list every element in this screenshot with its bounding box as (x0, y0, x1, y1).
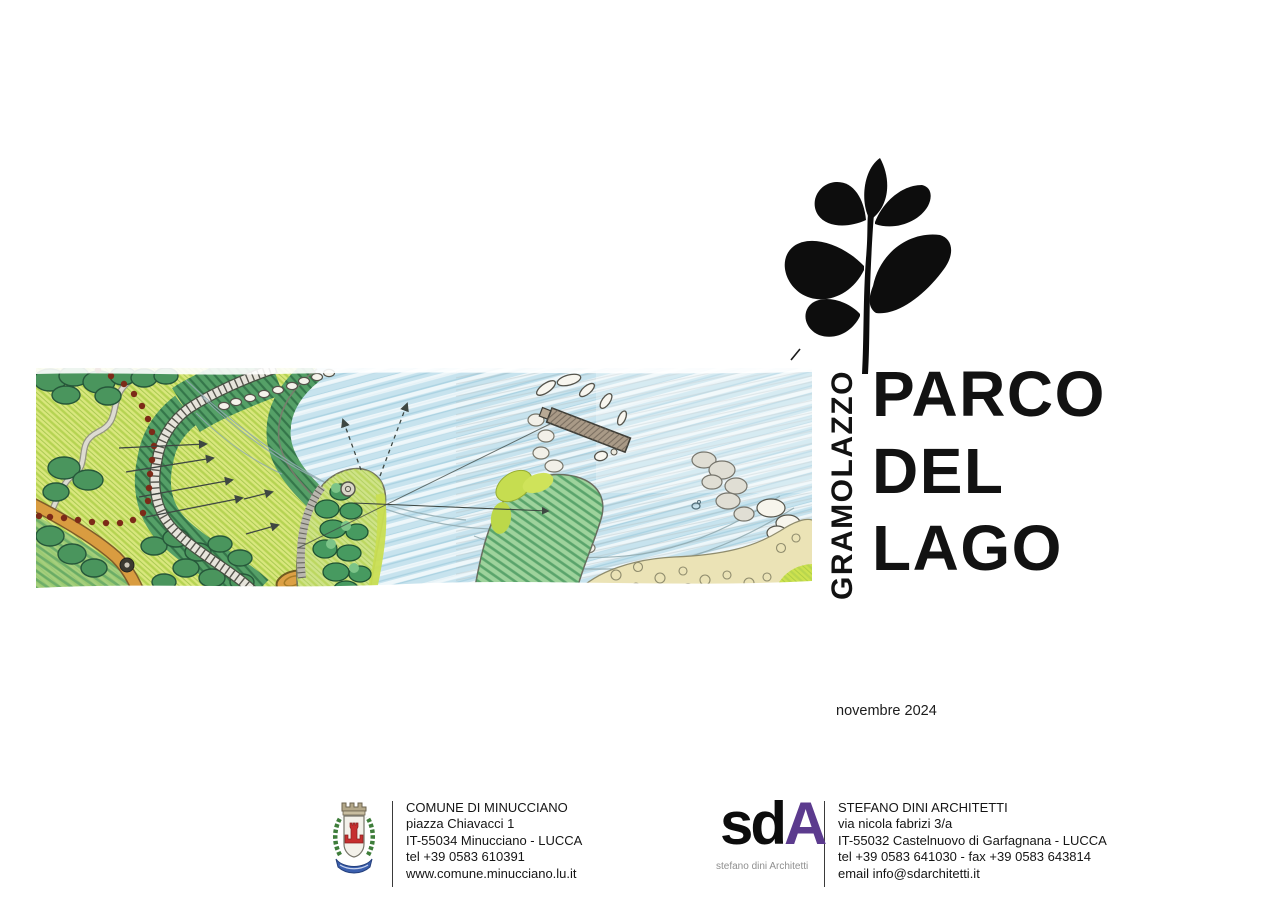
footer-divider (392, 801, 393, 887)
sda-logo-letters (720, 789, 824, 859)
park-plan-illustration (36, 368, 812, 593)
leaf-logo-icon (781, 158, 963, 374)
architect-name: STEFANO DINI ARCHITETTI (838, 800, 1008, 815)
architect-info (838, 799, 1107, 882)
sda-logo-sd: sd (720, 790, 785, 857)
municipality-address: piazza Chiavacci 1 (406, 816, 515, 832)
municipality-info (406, 799, 582, 882)
architect-block (714, 790, 1107, 887)
architect-address: via nicola fabrizi 3/a (838, 816, 953, 832)
architect-phone-fax: tel +39 0583 641030 - fax +39 0583 643814 (838, 849, 1091, 865)
architect-email: email info@sdarchitetti.it (838, 865, 980, 881)
title-line-1: PARCO (872, 358, 1106, 430)
municipality-crest-icon (330, 799, 378, 889)
municipality-city: IT-55034 Minucciano - LUCCA (406, 832, 583, 848)
sda-logo-a: A (784, 790, 825, 857)
location-label: GRAMOLAZZO (826, 370, 859, 600)
page-title (872, 356, 1106, 587)
municipality-name: COMUNE DI MINUCCIANO (406, 800, 568, 815)
title-line-2: DEL (872, 435, 1005, 507)
date-label: novembre 2024 (836, 703, 937, 719)
municipality-website: www.comune.minucciano.lu.it (406, 865, 577, 881)
municipality-phone: tel +39 0583 610391 (406, 849, 525, 865)
sda-logo-icon (714, 790, 825, 887)
sda-logo-caption: stefano dini Architetti (716, 861, 809, 872)
architect-city: IT-55032 Castelnuovo di Garfagnana - LUCCA (838, 832, 1107, 848)
municipality-block (330, 799, 582, 889)
park-plan-drawing (36, 368, 812, 593)
title-line-3: LAGO (872, 512, 1063, 584)
